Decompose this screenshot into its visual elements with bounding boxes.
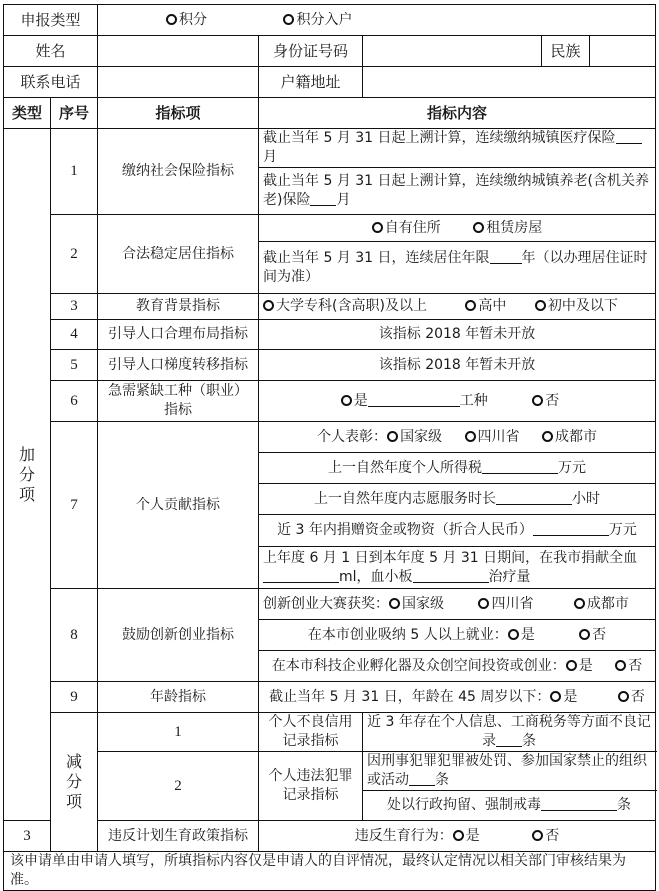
radio-icon[interactable] — [542, 431, 553, 442]
radio-icon[interactable] — [465, 300, 476, 311]
criminal-blank[interactable] — [409, 771, 435, 786]
contest-award-options: 创新创业大赛获奖： 国家级 四川省 成都市 — [259, 589, 656, 620]
option-national[interactable]: 国家级 — [387, 429, 442, 445]
radio-icon[interactable] — [508, 629, 519, 640]
platelet-blank[interactable] — [413, 568, 489, 583]
plus-item-seq: 9 — [51, 682, 98, 713]
address-field[interactable] — [363, 67, 656, 98]
phone-field[interactable] — [98, 67, 259, 98]
bad-credit-records: 近 3 年存在个人信息、工商税务等方面不良记录 条 — [363, 713, 656, 752]
plus-item-seq: 8 — [51, 589, 98, 682]
col-header-seq: 序号 — [51, 98, 98, 129]
incubator-options: 在本市科技企业孵化器及众创空间投资或创业： 是 否 — [259, 651, 656, 682]
plus-item-name: 年龄指标 — [98, 682, 259, 713]
id-number-label: 身份证号码 — [259, 36, 363, 67]
apply-type-options — [98, 5, 656, 36]
radio-icon[interactable] — [341, 395, 352, 406]
radio-icon[interactable] — [372, 222, 383, 233]
radio-icon[interactable] — [566, 660, 577, 671]
name-label: 姓名 — [4, 36, 98, 67]
plus-item-seq: 7 — [51, 422, 98, 589]
age-options: 截止当年 5 月 31 日，年龄在 45 周岁以下： 是 否 — [259, 682, 656, 713]
radio-icon[interactable] — [263, 300, 274, 311]
col-header-item: 指标项 — [98, 98, 259, 129]
option-no[interactable]: 否 — [532, 392, 559, 411]
plus-item-content: 该指标 2018 年暂未开放 — [259, 320, 656, 350]
address-label: 户籍地址 — [259, 67, 363, 98]
option-no[interactable]: 否 — [579, 627, 606, 643]
residence-years-blank[interactable] — [490, 249, 522, 264]
radio-icon[interactable] — [478, 598, 489, 609]
shortage-occupation: 是 工种 否 — [259, 381, 656, 422]
radio-icon[interactable] — [387, 431, 398, 442]
plus-item-name: 鼓励创新创业指标 — [98, 589, 259, 682]
radio-icon[interactable] — [532, 395, 543, 406]
radio-icon[interactable] — [618, 691, 629, 702]
name-field[interactable] — [98, 36, 259, 67]
option-no[interactable]: 否 — [532, 828, 559, 844]
option-chengdu[interactable]: 成都市 — [542, 429, 597, 445]
income-tax-blank[interactable] — [482, 459, 558, 474]
option-high-school[interactable]: 高中 — [465, 297, 506, 316]
phone-label: 联系电话 — [4, 67, 98, 98]
occupation-blank[interactable] — [368, 392, 460, 407]
application-table — [3, 4, 656, 891]
plus-item-seq: 3 — [51, 294, 98, 320]
donation-blank[interactable] — [533, 521, 609, 536]
plus-item-seq: 4 — [51, 320, 98, 350]
plus-item-content: 该指标 2018 年暂未开放 — [259, 350, 656, 381]
radio-icon[interactable] — [166, 14, 177, 25]
radio-icon[interactable] — [473, 222, 484, 233]
ethnicity-label: 民族 — [542, 36, 590, 67]
radio-icon[interactable] — [453, 830, 464, 841]
volunteer-hours-blank[interactable] — [496, 490, 572, 505]
option-yes[interactable]: 是 — [508, 627, 535, 643]
plus-item-seq: 5 — [51, 350, 98, 381]
plus-item-name: 个人贡献指标 — [98, 422, 259, 589]
medical-months-blank[interactable] — [616, 129, 642, 144]
minus-item-seq: 3 — [4, 821, 51, 852]
family-planning-options: 违反生育行为： 是 否 — [259, 821, 656, 852]
plus-item-name: 缴纳社会保险指标 — [98, 129, 259, 215]
option-middle-school[interactable]: 初中及以下 — [535, 297, 618, 316]
option-college[interactable]: 大学专科(含高职)及以上 — [263, 297, 427, 316]
radio-icon[interactable] — [389, 598, 400, 609]
plus-item-name: 引导人口梯度转移指标 — [98, 350, 259, 381]
ethnicity-field[interactable] — [590, 36, 656, 67]
col-header-content: 指标内容 — [259, 98, 656, 129]
option-own-house[interactable]: 自有住所 — [372, 219, 441, 238]
plus-group-label: 加 分 项 — [4, 129, 51, 821]
option-chengdu[interactable]: 成都市 — [574, 596, 629, 612]
medical-insurance-months: 截止当年 5 月 31 日起上溯计算，连续缴纳城镇医疗保险月 — [259, 129, 656, 168]
volunteer-hours: 上一自然年度内志愿服务时长 小时 — [259, 484, 656, 515]
employment-options: 在本市创业吸纳 5 人以上就业： 是 否 — [259, 620, 656, 651]
plus-item-name: 合法稳定居住指标 — [98, 215, 259, 294]
minus-item-name: 违反计划生育政策指标 — [98, 821, 259, 852]
income-tax: 上一自然年度个人所得税 万元 — [259, 453, 656, 484]
blood-donation: 上年度 6 月 1 日到本年度 5 月 31 日期间，在我市捐献全血 ml，血小板 治疗量 — [259, 547, 656, 589]
option-sichuan[interactable]: 四川省 — [478, 595, 533, 614]
minus-item-name: 个人不良信用记录指标 — [259, 713, 363, 752]
apply-type-label: 申报类型 — [4, 5, 98, 36]
donation-amount: 近 3 年内捐赠资金或物资（折合人民币） 万元 — [259, 515, 656, 547]
residence-years: 截止当年 5 月 31 日，连续居住年限 年（以办理居住证时间为准） — [259, 242, 656, 294]
radio-icon[interactable] — [550, 691, 561, 702]
option-no[interactable]: 否 — [615, 658, 642, 674]
bad-credit-blank[interactable] — [496, 732, 522, 747]
criminal-records: 因刑事犯罪犯罪被处罚、参加国家禁止的组织或活动 条 — [363, 752, 656, 791]
apply-type-option-settle[interactable]: 积分入户 — [283, 11, 352, 30]
radio-icon[interactable] — [579, 629, 590, 640]
residence-type-options — [259, 215, 656, 242]
option-yes[interactable]: 是 — [341, 393, 368, 409]
option-yes[interactable]: 是 — [453, 828, 480, 844]
radio-icon[interactable] — [535, 300, 546, 311]
detention-blank[interactable] — [541, 796, 617, 811]
plus-item-seq: 6 — [51, 381, 98, 422]
minus-item-name: 个人违法犯罪记录指标 — [259, 752, 363, 821]
id-number-field[interactable] — [363, 36, 542, 67]
option-sichuan[interactable]: 四川省 — [465, 428, 520, 447]
education-options — [259, 294, 656, 320]
minus-item-seq: 2 — [98, 752, 259, 821]
pension-months-blank[interactable] — [310, 191, 336, 206]
plus-item-seq: 1 — [51, 129, 98, 215]
option-yes[interactable]: 是 — [550, 689, 577, 705]
radio-icon[interactable] — [532, 830, 543, 841]
plus-item-name: 急需紧缺工种（职业）指标 — [98, 381, 259, 422]
radio-icon[interactable] — [574, 598, 585, 609]
radio-icon[interactable] — [465, 431, 476, 442]
footer-note: 该申请单由申请人填写，所填指标内容仅是申请人的自评情况，最终认定情况以相关部门审核结果为准。 — [4, 852, 656, 891]
col-header-type: 类型 — [4, 98, 51, 129]
radio-icon[interactable] — [283, 14, 294, 25]
plus-item-name: 教育背景指标 — [98, 294, 259, 320]
minus-item-seq: 1 — [98, 713, 259, 752]
minus-group-label: 减 分 项 — [51, 713, 98, 852]
points-application-form — [3, 4, 655, 891]
apply-type-option-points[interactable]: 积分 — [166, 11, 207, 30]
pension-insurance-months: 截止当年 5 月 31 日起上溯计算，连续缴纳城镇养老(含机关养老)保险 月 — [259, 168, 656, 215]
option-no[interactable]: 否 — [618, 689, 645, 705]
option-yes[interactable]: 是 — [566, 658, 593, 674]
detention-records: 处以行政拘留、强制戒毒 条 — [363, 791, 656, 821]
option-rented-house[interactable]: 租赁房屋 — [473, 219, 542, 238]
option-national[interactable]: 国家级 — [389, 596, 444, 612]
personal-award-options: 个人表彰： 国家级 四川省 成都市 — [259, 422, 656, 453]
blood-ml-blank[interactable] — [263, 568, 339, 583]
radio-icon[interactable] — [615, 660, 626, 671]
plus-item-seq: 2 — [51, 215, 98, 294]
plus-item-name: 引导人口合理布局指标 — [98, 320, 259, 350]
